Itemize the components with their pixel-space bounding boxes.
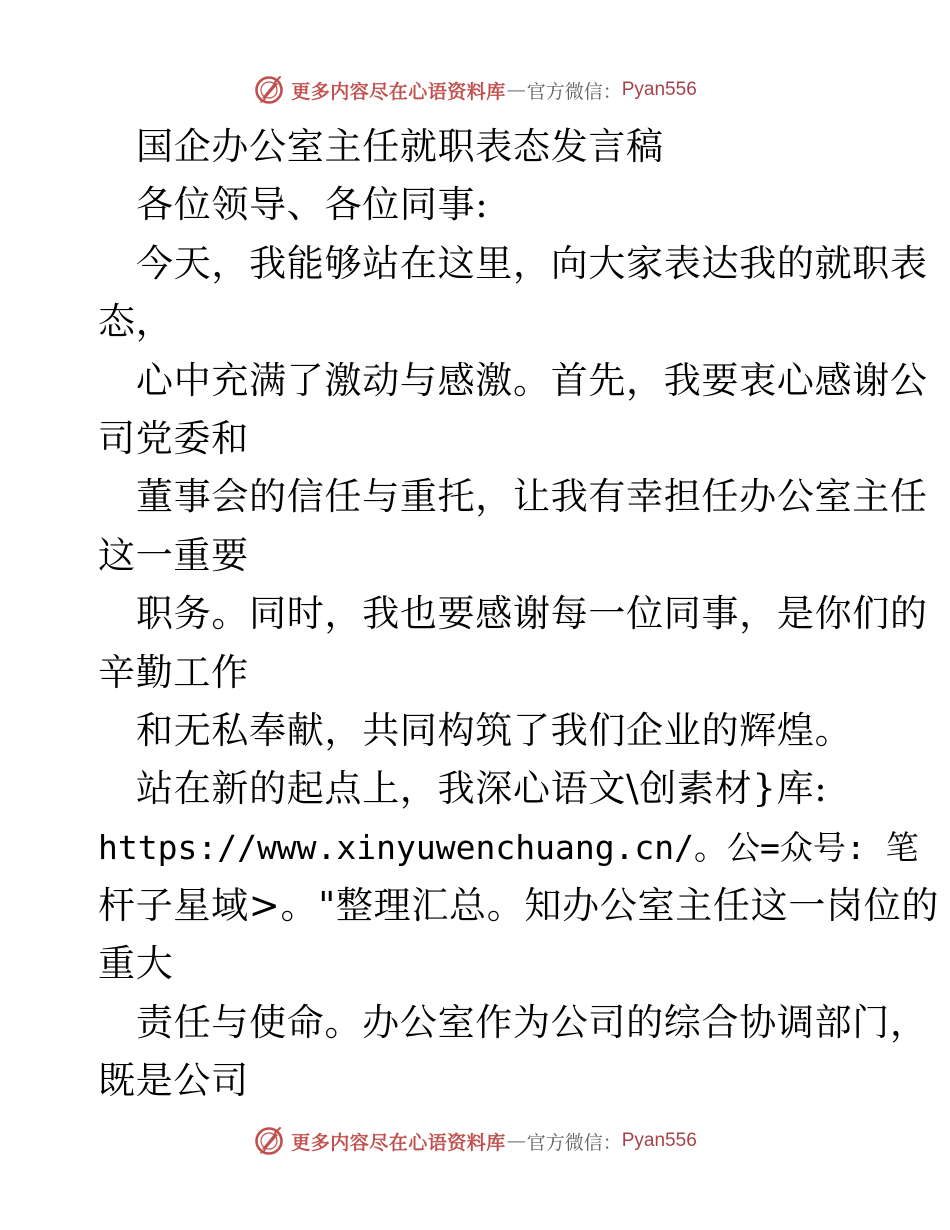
quill-pen-logo-icon bbox=[253, 74, 285, 106]
document-title: 国企办公室主任就职表态发言稿 bbox=[136, 125, 664, 168]
paragraph-line: 态， bbox=[98, 300, 174, 344]
document-body bbox=[98, 118, 940, 1111]
paragraph-line: 今天，我能够站在这里，向大家表达我的就职表 bbox=[136, 241, 928, 285]
paragraph-line: 杆子星域>。"整理汇总。知办公室主任这一岗位的 bbox=[98, 884, 940, 928]
promo-text: 更多内容尽在心语资料库 bbox=[291, 80, 506, 103]
paragraph-line: 心中充满了激动与感激。首先，我要衷心感谢公 bbox=[136, 358, 928, 402]
wechat-id: Pyan556 bbox=[621, 79, 697, 100]
wechat-label: 官方微信： bbox=[526, 1131, 622, 1154]
paragraph-line: 职务。同时，我也要感谢每一位同事，是你们的 bbox=[136, 592, 928, 636]
paragraph-line: 既是公司 bbox=[98, 1059, 249, 1103]
wechat-id: Pyan556 bbox=[621, 1130, 697, 1151]
quill-pen-logo-icon bbox=[253, 1125, 285, 1157]
paragraph-line: 司党委和 bbox=[98, 416, 249, 460]
footer-banner bbox=[0, 1124, 950, 1158]
header-banner bbox=[0, 73, 950, 107]
paragraph-line: 辛勤工作 bbox=[98, 650, 249, 694]
separator-dash: — bbox=[506, 1130, 526, 1152]
salutation: 各位领导、各位同事: bbox=[136, 183, 489, 227]
wechat-label: 官方微信： bbox=[526, 80, 622, 103]
url-line: https://www.xinyuwenchuang.cn/。公=众号: 笔 bbox=[98, 827, 919, 867]
paragraph-line: 和无私奉献，共同构筑了我们企业的辉煌。 bbox=[136, 708, 853, 752]
paragraph-line: 责任与使命。办公室作为公司的综合协调部门， bbox=[136, 1000, 928, 1044]
paragraph-line: 重大 bbox=[98, 942, 174, 986]
separator-dash: — bbox=[506, 79, 526, 101]
paragraph-line: 这一重要 bbox=[98, 533, 249, 577]
paragraph-line: 站在新的起点上，我深心语文\创素材}库: bbox=[136, 767, 828, 811]
promo-text: 更多内容尽在心语资料库 bbox=[291, 1131, 506, 1154]
paragraph-line: 董事会的信任与重托，让我有幸担任办公室主任 bbox=[136, 475, 928, 519]
